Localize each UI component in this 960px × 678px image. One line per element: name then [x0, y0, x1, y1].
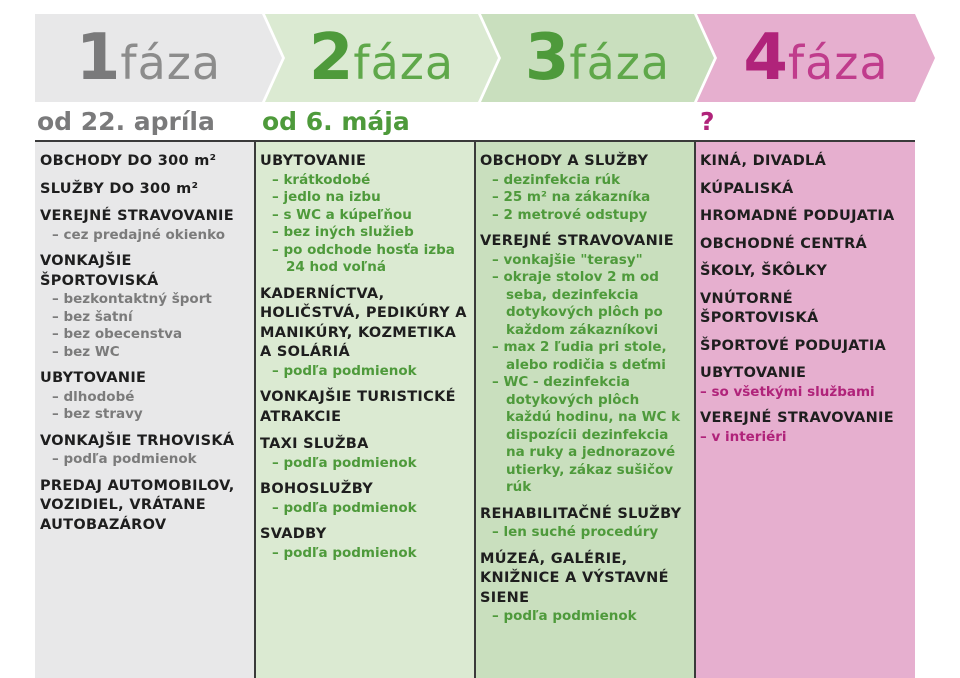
condition-item: – dezinfekcia rúk	[492, 171, 621, 188]
category-title: VEREJNÉ STRAVOVANIE	[700, 410, 894, 426]
category-group	[260, 435, 469, 472]
category-title: MÚZEÁ, GALÉRIE, KNIŽNICE A VÝSTAVNÉ SIENE	[480, 550, 669, 606]
category-group	[480, 550, 689, 626]
column-separator	[254, 142, 256, 678]
category-title: KÚPALISKÁ	[700, 180, 794, 197]
category-title: UBYTOVANIE	[40, 370, 147, 386]
phase-1-word: fáza	[120, 36, 222, 90]
phase-4-column	[695, 142, 915, 678]
category-group	[700, 364, 909, 401]
condition-item: – po odchode hosťa izba 24 hod voľná	[272, 241, 455, 275]
category-group	[260, 285, 469, 381]
condition-item: – bezkontaktný šport	[52, 291, 212, 307]
category-group	[700, 152, 909, 172]
phase-3-word: fáza	[569, 36, 671, 90]
condition-item: – podľa podmienok	[272, 499, 417, 516]
phase-3-column	[475, 142, 695, 678]
category-title: ŠPORTOVÉ PODUJATIA	[700, 337, 887, 354]
condition-item: – podľa podmienok	[272, 454, 417, 471]
phase-1-number: 1	[75, 21, 121, 95]
condition-item: – dlhodobé	[52, 388, 135, 405]
condition-item: – bez obecenstva	[52, 326, 183, 342]
phase-1-date: od 22. apríla	[37, 107, 215, 136]
category-group	[260, 525, 469, 562]
category-title: VONKAJŠIE ŠPORTOVISKÁ	[40, 253, 159, 289]
condition-item: – podľa podmienok	[492, 608, 637, 624]
phase-4-number: 4	[743, 21, 788, 95]
condition-item: – podľa podmienok	[272, 362, 417, 379]
category-title: KADERNÍCTVA, HOLIČSTVÁ, PEDIKÚRY A MANIKÚRY, KOZMETIKA A SOLÁRIÁ	[260, 285, 467, 360]
phase-4-word: fáza	[787, 36, 889, 90]
category-group	[700, 262, 909, 282]
category-title: ŠKOLY, ŠKÔLKY	[700, 263, 828, 279]
phase-3-heading	[501, 14, 694, 102]
condition-item: – jedlo na izbu	[272, 189, 381, 205]
category-title: VONKAJŠIE TURISTICKÉ ATRAKCIE	[260, 389, 456, 425]
category-title: OBCHODY A SLUŽBY	[480, 153, 649, 169]
phase-2-number: 2	[308, 21, 354, 95]
condition-item: – vonkajšie "terasy"	[492, 251, 643, 268]
phase-2-date: od 6. mája	[262, 107, 410, 136]
category-group	[40, 152, 249, 172]
category-title: PREDAJ AUTOMOBILOV, VOZIDIEL, VRÁTANE AUTOBAZÁROV	[40, 477, 235, 533]
phase-2-column	[255, 142, 475, 678]
condition-item: – WC - dezinfekcia dotykových plôch každú hodinu, na WC k dispozícii dezinfekcia na ruky a jednorazové utierky, zákaz sušičov rúk	[492, 374, 681, 495]
category-group	[700, 409, 909, 446]
category-title: HROMADNÉ PODUJATIA	[700, 208, 895, 224]
category-title: REHABILITAČNÉ SLUŽBY	[480, 505, 682, 522]
category-group	[40, 252, 249, 361]
condition-item: – bez stravy	[52, 406, 143, 422]
category-title: VNÚTORNÉ ŠPORTOVISKÁ	[700, 290, 819, 326]
category-group	[700, 235, 909, 255]
category-title: VEREJNÉ STRAVOVANIE	[480, 233, 674, 249]
phase-2-word: fáza	[353, 36, 455, 90]
category-title: OBCHODNÉ CENTRÁ	[700, 235, 868, 252]
phase-1-heading	[35, 14, 262, 102]
condition-item: – 25 m² na zákazníka	[492, 189, 651, 205]
phase-4-heading	[717, 14, 915, 102]
category-title: SVADBY	[260, 526, 327, 542]
phase-4-date: ?	[700, 107, 715, 136]
category-group	[40, 432, 249, 469]
condition-item: – so všetkými službami	[700, 383, 875, 400]
category-group	[40, 369, 249, 424]
condition-item: – s WC a kúpeľňou	[272, 206, 412, 223]
category-group	[480, 232, 689, 497]
category-title: KINÁ, DIVADLÁ	[700, 153, 827, 169]
category-title: VEREJNÉ STRAVOVANIE	[40, 208, 234, 224]
condition-item: – podľa podmienok	[272, 544, 417, 561]
category-group	[480, 152, 689, 224]
category-group	[700, 337, 909, 357]
category-group	[700, 207, 909, 227]
category-title: UBYTOVANIE	[260, 153, 367, 169]
phase-2-heading	[285, 14, 478, 102]
condition-item: – bez WC	[52, 343, 120, 360]
category-title: OBCHODY DO 300 m²	[40, 153, 217, 169]
category-title: VONKAJŠIE TRHOVISKÁ	[40, 432, 235, 449]
category-group	[40, 477, 249, 536]
condition-item: – bez šatní	[52, 308, 133, 325]
category-group	[40, 180, 249, 200]
condition-item: – krátkodobé	[272, 171, 371, 188]
column-separator	[694, 142, 696, 678]
condition-item: – len suché procedúry	[492, 524, 659, 540]
condition-item: – okraje stolov 2 m od seba, dezinfekcia dotykových plôch po každom zákazníkovi	[492, 269, 663, 338]
category-title: TAXI SLUŽBA	[260, 436, 369, 452]
phase-3-number: 3	[524, 21, 570, 95]
category-group	[260, 388, 469, 427]
category-group	[700, 290, 909, 329]
category-title: SLUŽBY DO 300 m²	[40, 180, 199, 197]
category-group	[260, 480, 469, 517]
column-separator	[474, 142, 476, 678]
category-group	[260, 152, 469, 277]
phase-1-column	[35, 142, 255, 678]
category-group	[700, 180, 909, 200]
category-title: UBYTOVANIE	[700, 365, 807, 381]
category-group	[40, 207, 249, 244]
condition-item: – max 2 ľudia pri stole, alebo rodičia s deťmi	[492, 339, 667, 373]
condition-item: – podľa podmienok	[52, 451, 197, 467]
condition-item: – 2 metrové odstupy	[492, 206, 648, 223]
category-title: BOHOSLUŽBY	[260, 481, 374, 497]
condition-item: – bez iných služieb	[272, 224, 414, 240]
condition-item: – cez predajné okienko	[52, 226, 226, 243]
category-group	[480, 505, 689, 542]
condition-item: – v interiéri	[700, 428, 787, 445]
